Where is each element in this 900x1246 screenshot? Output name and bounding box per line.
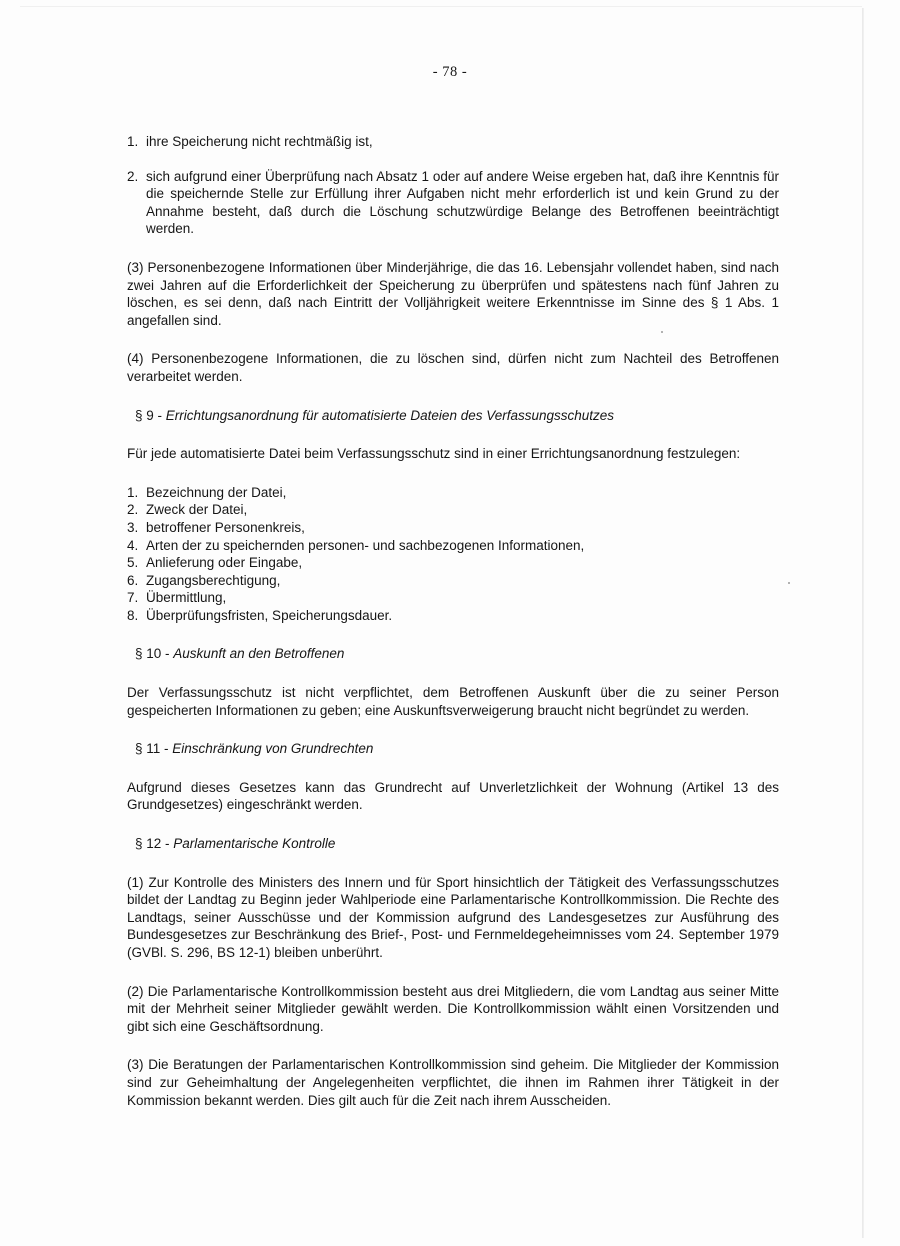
section-9-title: Errichtungsanordnung für automatisierte Dateien des Verfassungsschutzes [165, 407, 615, 423]
section-12-paragraph-1: (1) Zur Kontrolle des Ministers des Innern und für Sport hinsichtlich der Tätigkeit des Verfassungsschutzes bildet der Landtag zu Beginn jeder Wahlperiode eine Parlamentarische Kontrollkommission. Die Rechte des Landtags, seiner Ausschüsse und der Kommission aufgrund des Landesgesetzes zur Ausführung des Bundesgesetzes zur Beschränkung des Brief-, Post- und Fernmeldegeheimnisses vom 24. September 1979 (GVBl. S. 296, BS 12-1) bleiben unberührt. [127, 874, 779, 960]
list-item-text: Zweck der Datei, [146, 502, 248, 518]
list-item-text: Arten der zu speichernden personen- und sachbezogenen Informationen, [146, 537, 585, 553]
paragraph-4: (4) Personenbezogene Informationen, die zu löschen sind, dürfen nicht zum Nachteil des Betroffenen verarbeitet werden. [127, 351, 779, 384]
list-item [127, 572, 779, 590]
list-item-text: sich aufgrund einer Überprüfung nach Absatz 1 oder auf andere Weise ergeben hat, daß ihre Kenntnis für die speichernde Stelle zur Erfüllung ihrer Aufgaben nicht mehr erforderlich ist und kein Grund zu der Annahme besteht, daß durch die Löschung schutzwürdige Belange des Betroffenen beeinträchtigt werden. [146, 168, 779, 237]
list-item-number: 2. [127, 502, 139, 518]
list-item [127, 537, 779, 555]
list-item [127, 589, 779, 607]
list-item-number: 3. [127, 519, 139, 535]
section-12-heading [127, 835, 779, 853]
list-item-text: betroffener Personenkreis, [146, 519, 305, 535]
section-10-number: § 10 - [135, 646, 170, 662]
scan-speck [788, 582, 790, 584]
list-item [127, 519, 779, 537]
list-item-number: 8. [127, 607, 139, 623]
list-item [127, 168, 779, 238]
list-item [127, 133, 779, 151]
section-12-paragraph-2: (2) Die Parlamentarische Kontrollkommission besteht aus drei Mitgliedern, die vom Landtag aus seiner Mitte mit der Mehrheit seiner Mitglieder gewählt werden. Die Kontrollkommission wählt einen Vorsitzenden und gibt sich eine Geschäftsordnung. [127, 983, 779, 1034]
document-body [127, 133, 779, 1109]
section-9-list [127, 484, 779, 625]
section-9-heading [127, 407, 779, 425]
list-item [127, 607, 779, 625]
section-11-heading [127, 740, 779, 758]
list-item-number: 5. [127, 555, 139, 571]
list-item [127, 484, 779, 502]
list-item [127, 554, 779, 572]
paragraph-3: (3) Personenbezogene Informationen über Minderjährige, die das 16. Lebensjahr vollendet haben, sind nach zwei Jahren auf die Erforderlichkeit der Speicherung zu überprüfen und spätestens nach fünf Jahren zu löschen, es sei denn, daß nach Eintritt der Volljährigkeit weitere Erkenntnisse im Sinne des § 1 Abs. 1 angefallen sind. [127, 259, 779, 328]
list-item-text: Überprüfungsfristen, Speicherungsdauer. [146, 607, 393, 623]
list-item-text: ihre Speicherung nicht rechtmäßig ist, [146, 134, 373, 149]
list-item-number: 4. [127, 537, 139, 553]
list-item-number: 6. [127, 572, 139, 588]
deletion-conditions-list [127, 133, 779, 238]
page-number: - 78 - [432, 64, 468, 80]
page-edge-top [20, 6, 862, 7]
section-12-title: Parlamentarische Kontrolle [173, 836, 336, 852]
list-item-text: Anlieferung oder Eingabe, [146, 555, 303, 571]
list-item-text: Zugangsberechtigung, [146, 572, 281, 588]
section-11-title: Einschränkung von Grundrechten [172, 741, 374, 757]
list-item-number: 2. [127, 168, 139, 184]
section-10-heading [127, 645, 779, 663]
section-10-title: Auskunft an den Betroffenen [173, 646, 345, 662]
section-9-number: § 9 - [135, 407, 163, 423]
section-12-paragraph-3: (3) Die Beratungen der Parlamentarischen Kontrollkommission sind geheim. Die Mitglieder der Kommission sind zur Geheimhaltung der Angelegenheiten verpflichtet, die ihnen im Rahmen ihrer Tätigkeit in der Kommission bekannt werden. Dies gilt auch für die Zeit nach ihrem Ausscheiden. [127, 1057, 779, 1108]
section-10-body: Der Verfassungsschutz ist nicht verpflichtet, dem Betroffenen Auskunft über die zu seiner Person gespeicherten Informationen zu geben; eine Auskunftsverweigerung braucht nicht begründet zu werden. [127, 685, 779, 718]
list-item-text: Bezeichnung der Datei, [146, 484, 287, 500]
list-item-number: 1. [127, 484, 139, 500]
list-item-text: Übermittlung, [146, 590, 227, 606]
section-9-intro: Für jede automatisierte Datei beim Verfassungsschutz sind in einer Errichtungsanordnung festzulegen: [127, 446, 741, 462]
section-11-body: Aufgrund dieses Gesetzes kann das Grundrecht auf Unverletzlichkeit der Wohnung (Artikel 13 des Grundgesetzes) eingeschränkt werden. [127, 779, 779, 813]
page-edge-right [862, 8, 864, 1238]
section-11-number: § 11 - [135, 741, 169, 757]
list-item-number: 7. [127, 590, 139, 606]
list-item [127, 501, 779, 519]
list-item-number: 1. [127, 134, 139, 149]
section-12-number: § 12 - [135, 836, 170, 852]
